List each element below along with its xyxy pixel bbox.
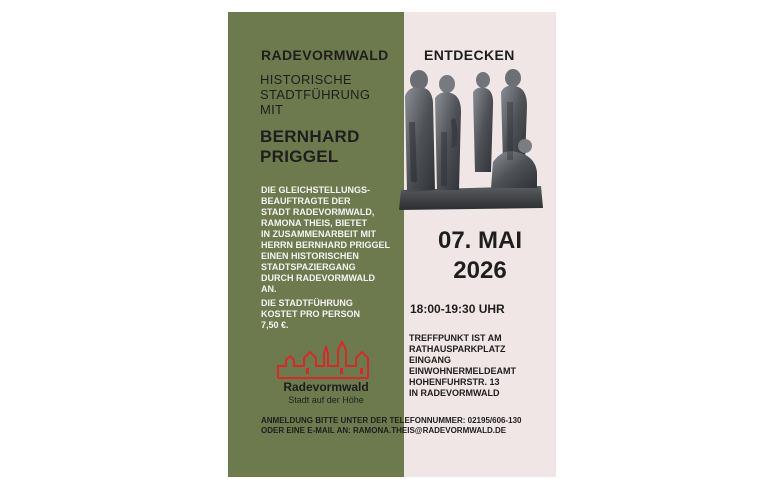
registration-contact	[261, 416, 556, 436]
meeting-line: TREFFPUNKT IST AM	[409, 333, 502, 343]
event-date-year: 2026	[453, 257, 507, 284]
guide-name-line: BERNHARD	[260, 127, 360, 146]
description-paragraph	[261, 185, 401, 295]
price-line: DIE STADTFÜHRUNG	[261, 298, 353, 308]
description-line: IN ZUSAMMENARBEIT MIT	[261, 229, 376, 239]
meeting-line: EINWOHNERMELDEAMT	[409, 366, 516, 376]
description-line: EINEN HISTORISCHEN	[261, 251, 359, 261]
event-date-day: 07. MAI	[437, 227, 523, 254]
price-line: KOSTET PRO PERSON	[261, 309, 361, 319]
skyline-icon	[276, 340, 376, 380]
description-line: STADT RADEVORMWALD,	[261, 207, 375, 217]
subtitle	[260, 72, 400, 117]
event-date	[404, 226, 556, 286]
price-line: 7,50 €.	[261, 320, 289, 330]
description-line: AN.	[261, 284, 277, 294]
meeting-line: HOHENFUHRSTR. 13	[409, 377, 500, 387]
description-line: STADTSPAZIERGANG	[261, 262, 356, 272]
subtitle-line: STADTFÜHRUNG	[260, 87, 371, 102]
event-time: 18:00-19:30 UHR	[410, 302, 505, 316]
description-line: DIE GLEICHSTELLUNGS-	[261, 185, 371, 195]
meeting-line: RATHAUSPARKPLATZ	[409, 344, 506, 354]
contact-line: ANMELDUNG BITTE UNTER DER TELEFONNUMMER: 02195/606-130	[261, 416, 522, 425]
title-entdecken: ENTDECKEN	[424, 47, 515, 63]
description	[261, 185, 401, 331]
meeting-line: IN RADEVORMWALD	[409, 388, 500, 398]
guide-name-line: PRIGGEL	[260, 147, 339, 166]
description-line: RAMONA THEIS, BIETET	[261, 218, 368, 228]
meeting-point	[409, 333, 549, 399]
description-line: BEAUFTRAGTE DER	[261, 196, 351, 206]
description-line: HERRN BERNHARD PRIGGEL	[261, 240, 391, 250]
contact-line: ODER EINE E-MAIL AN: RAMONA.THEIS@RADEVORMWALD.DE	[261, 426, 507, 435]
title-radevormwald: RADEVORMWALD	[261, 47, 389, 63]
guide-name	[260, 127, 360, 167]
description-line: DURCH RADEVORMWALD	[261, 273, 375, 283]
subtitle-line: HISTORISCHE	[260, 72, 352, 87]
city-logo	[276, 340, 376, 410]
logo-tagline: Stadt auf der Höhe	[288, 395, 364, 405]
logo-name: Radevormwald	[283, 380, 369, 394]
subtitle-line: MIT	[260, 102, 284, 117]
bronze-sculpture-image	[395, 62, 547, 214]
event-poster	[228, 12, 556, 477]
price-paragraph	[261, 298, 401, 331]
meeting-line: EINGANG	[409, 355, 452, 365]
